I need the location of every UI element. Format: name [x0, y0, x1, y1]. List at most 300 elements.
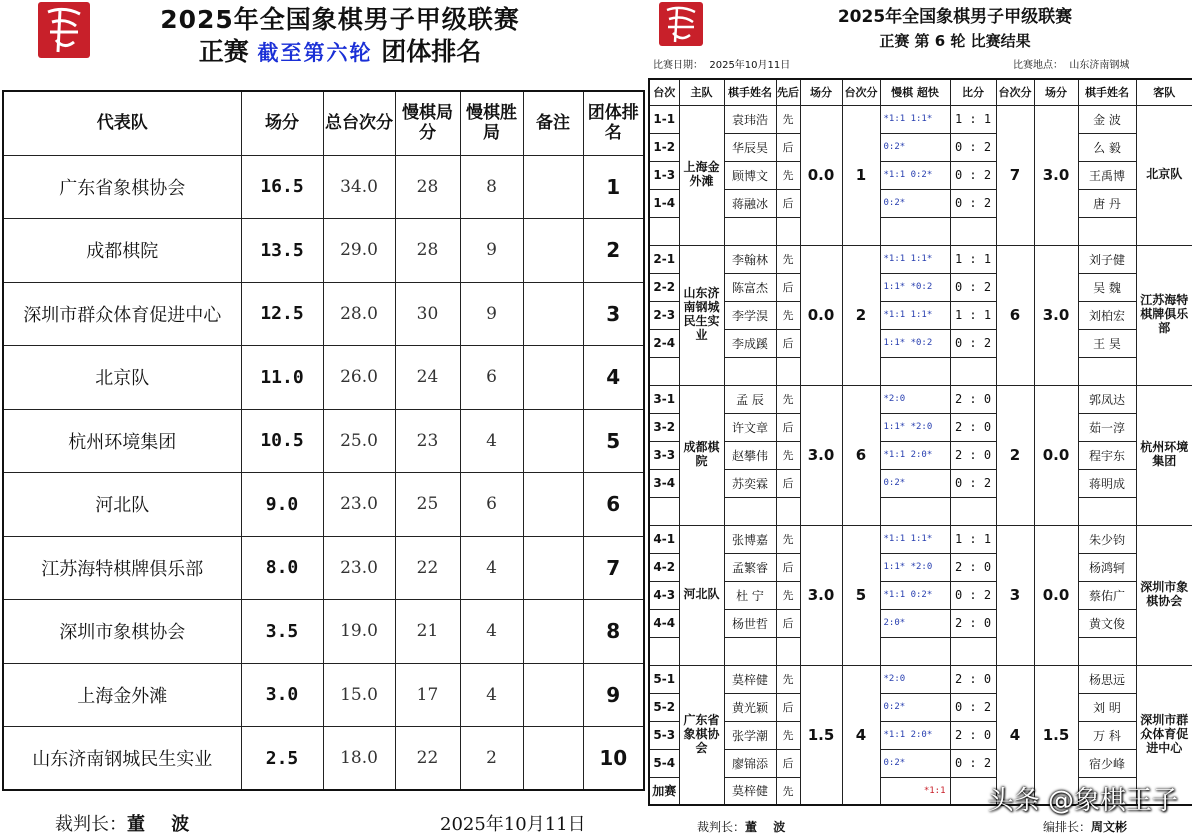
home-player: 李学淏: [724, 301, 776, 329]
board-number: 3-4: [649, 469, 679, 497]
home-player: 黄光颖: [724, 693, 776, 721]
game-detail: *1:1 1:1*: [880, 105, 950, 133]
table-row: [3, 536, 644, 600]
home-board-points: 4: [842, 665, 880, 805]
board-number: 2-3: [649, 301, 679, 329]
tiebreak-player: 莫梓健: [724, 777, 776, 805]
standings-cell-rank: 3: [583, 282, 644, 346]
standings-cell-pts: 2.5: [241, 727, 323, 791]
board-score: 2 : 0: [950, 553, 996, 581]
standings-cell-rank: 6: [583, 473, 644, 537]
standings-cell-team: 江苏海特棋牌俱乐部: [3, 536, 241, 600]
away-player: 万 科: [1078, 721, 1136, 749]
table-row: [649, 525, 1192, 553]
home-team: 上海金外滩: [679, 105, 724, 245]
game-detail: 0:2*: [880, 693, 950, 721]
game-detail: 0:2*: [880, 189, 950, 217]
home-player: 陈富杰: [724, 273, 776, 301]
match-date: [653, 56, 790, 71]
home-match-points: 1.5: [800, 665, 842, 805]
away-player: 刘柏宏: [1078, 301, 1136, 329]
standings-cell-wins: 2: [460, 727, 523, 791]
game-detail: 1:1* *2:0: [880, 413, 950, 441]
game-detail: *1:1 2:0*: [880, 721, 950, 749]
spacer-cell: [776, 357, 800, 385]
away-player: 蒋明成: [1078, 469, 1136, 497]
board-number: 5-2: [649, 693, 679, 721]
header-score: 比分: [950, 79, 996, 105]
move-order: 后: [776, 609, 800, 637]
home-player: 杜 宁: [724, 581, 776, 609]
away-board-points: 6: [996, 245, 1034, 385]
board-score: 1 : 1: [950, 245, 996, 273]
game-detail: *1:1 2:0*: [880, 441, 950, 469]
header-away-board-points: 台次分: [996, 79, 1034, 105]
home-team: 成都棋院: [679, 385, 724, 525]
away-match-points: 3.0: [1034, 245, 1078, 385]
game-detail: *1:1 0:2*: [880, 581, 950, 609]
standings-cell-wins: 4: [460, 536, 523, 600]
standings-cell-rank: 1: [583, 155, 644, 219]
away-player: 郭凤达: [1078, 385, 1136, 413]
away-player: 吴 魏: [1078, 273, 1136, 301]
away-team: 深圳市群众体育促进中心: [1136, 665, 1192, 805]
board-score: 2 : 0: [950, 721, 996, 749]
results-referee-line: [697, 818, 791, 833]
spacer-cell: [1078, 497, 1136, 525]
spacer-cell: [776, 217, 800, 245]
spacer-cell: [724, 637, 776, 665]
spacer-cell: [724, 217, 776, 245]
results-title: 2025年全国象棋男子甲级联赛: [837, 7, 1073, 27]
spacer-cell: [724, 497, 776, 525]
board-number: 3-3: [649, 441, 679, 469]
move-order: 后: [776, 469, 800, 497]
move-order: 后: [776, 273, 800, 301]
standings-cell-wins: 4: [460, 409, 523, 473]
away-player: 刘子健: [1078, 245, 1136, 273]
referee-label: 裁判长：: [55, 814, 127, 833]
header-match-points: 场分: [241, 91, 323, 155]
board-score: 0 : 2: [950, 189, 996, 217]
away-board-points: 3: [996, 525, 1034, 665]
away-player: 程宇东: [1078, 441, 1136, 469]
board-score: 0 : 2: [950, 133, 996, 161]
home-match-points: 0.0: [800, 105, 842, 245]
move-order: 先: [776, 105, 800, 133]
spacer-cell: [880, 637, 950, 665]
match-venue-label: 比赛地点：: [1013, 60, 1063, 71]
standings-cell-total: 29.0: [323, 219, 395, 283]
subtitle-kind: 团体排名: [381, 37, 482, 66]
table-row: [3, 219, 644, 283]
standings-cell-slow: 30: [395, 282, 460, 346]
header-board: 台次: [649, 79, 679, 105]
table-row: [3, 663, 644, 727]
move-order: 后: [776, 553, 800, 581]
move-order: 先: [776, 385, 800, 413]
table-row: [3, 409, 644, 473]
home-player: 顾博文: [724, 161, 776, 189]
standings-cell-slow: 24: [395, 346, 460, 410]
standings-cell-pts: 16.5: [241, 155, 323, 219]
standings-cell-total: 28.0: [323, 282, 395, 346]
spacer-cell: [649, 357, 679, 385]
table-row: [649, 609, 1192, 637]
standings-cell-team: 河北队: [3, 473, 241, 537]
home-player: 杨世哲: [724, 609, 776, 637]
seal-logo-icon: [38, 2, 90, 58]
table-row: [3, 155, 644, 219]
away-player: 蔡佑广: [1078, 581, 1136, 609]
game-detail: *1:1 1:1*: [880, 245, 950, 273]
standings-cell-total: 19.0: [323, 600, 395, 664]
standings-header-row: [3, 91, 644, 155]
standings-cell-pts: 3.0: [241, 663, 323, 727]
standings-cell-rank: 8: [583, 600, 644, 664]
home-player: 李翰林: [724, 245, 776, 273]
standings-table: [2, 90, 645, 791]
home-player: 华辰昊: [724, 133, 776, 161]
standings-cell-slow: 25: [395, 473, 460, 537]
spacer-cell: [880, 497, 950, 525]
tiebreak-detail: *1:1: [880, 777, 950, 805]
editor-label: 编排长：: [1043, 820, 1092, 833]
standings-cell-total: 15.0: [323, 663, 395, 727]
table-row: [649, 553, 1192, 581]
away-player: 刘 明: [1078, 693, 1136, 721]
standings-cell-pts: 8.0: [241, 536, 323, 600]
match-venue: [1013, 56, 1129, 71]
game-detail: 1:1* *2:0: [880, 553, 950, 581]
board-score: 0 : 2: [950, 329, 996, 357]
standings-cell-slow: 28: [395, 219, 460, 283]
standings-cell-wins: 6: [460, 473, 523, 537]
standings-cell-note: [523, 727, 583, 791]
table-row: [649, 413, 1192, 441]
table-row: [649, 469, 1192, 497]
away-player: 宿少峰: [1078, 749, 1136, 777]
away-player: 茹一淳: [1078, 413, 1136, 441]
standings-cell-total: 18.0: [323, 727, 395, 791]
game-detail: *1:1 1:1*: [880, 525, 950, 553]
header-total-board-points: 总台次分: [323, 91, 395, 155]
standings-cell-note: [523, 600, 583, 664]
away-player: 王禹博: [1078, 161, 1136, 189]
board-score: 0 : 2: [950, 581, 996, 609]
results-table: [648, 78, 1192, 806]
tiebreak-label: 加赛: [649, 777, 679, 805]
seal-logo-icon: [659, 2, 703, 46]
results-header-row: [649, 79, 1192, 105]
board-number: 4-2: [649, 553, 679, 581]
referee-name: 董 波: [127, 814, 200, 833]
board-score: 0 : 2: [950, 273, 996, 301]
home-player: 廖锦添: [724, 749, 776, 777]
board-score: 2 : 0: [950, 665, 996, 693]
standings-cell-note: [523, 409, 583, 473]
table-row: [649, 441, 1192, 469]
home-player: 莫梓健: [724, 665, 776, 693]
standings-cell-pts: 10.5: [241, 409, 323, 473]
home-player: 孟 辰: [724, 385, 776, 413]
standings-cell-note: [523, 663, 583, 727]
away-player: 杨鸿轲: [1078, 553, 1136, 581]
header-home-player: 棋手姓名: [724, 79, 776, 105]
board-number: 1-4: [649, 189, 679, 217]
results-referee-name: 董 波: [745, 820, 792, 833]
board-score: 2 : 0: [950, 609, 996, 637]
home-board-points: 2: [842, 245, 880, 385]
board-number: 2-4: [649, 329, 679, 357]
standings-cell-slow: 21: [395, 600, 460, 664]
game-detail: *2:0: [880, 385, 950, 413]
board-number: 3-1: [649, 385, 679, 413]
standings-cell-rank: 2: [583, 219, 644, 283]
move-order: 后: [776, 693, 800, 721]
match-venue-value: 山东济南钢城: [1069, 60, 1130, 71]
board-score: 2 : 0: [950, 413, 996, 441]
away-player: 黄文俊: [1078, 609, 1136, 637]
standings-cell-slow: 28: [395, 155, 460, 219]
results-subtitle: 正赛 第 6 轮 比赛结果: [879, 32, 1031, 50]
table-row: [3, 727, 644, 791]
table-row: [649, 161, 1192, 189]
header-slow-points: 慢棋局分: [395, 91, 460, 155]
board-number: 2-1: [649, 245, 679, 273]
standings-cell-team: 山东济南钢城民生实业: [3, 727, 241, 791]
match-spacer-row: [649, 497, 1192, 525]
standings-cell-pts: 13.5: [241, 219, 323, 283]
standings-cell-team: 上海金外滩: [3, 663, 241, 727]
table-row: [3, 473, 644, 537]
move-order: 先: [776, 301, 800, 329]
spacer-cell: [1078, 217, 1136, 245]
header-rank: 团体排名: [583, 91, 644, 155]
standings-cell-wins: 9: [460, 282, 523, 346]
standings-cell-rank: 4: [583, 346, 644, 410]
header-home-board-points: 台次分: [842, 79, 880, 105]
table-row: [3, 600, 644, 664]
results-panel: [645, 0, 1192, 833]
away-player: 朱少钧: [1078, 525, 1136, 553]
board-number: 3-2: [649, 413, 679, 441]
away-board-points: 7: [996, 105, 1034, 245]
table-row: [3, 346, 644, 410]
header-team: 代表队: [3, 91, 241, 155]
away-player: 杨思远: [1078, 665, 1136, 693]
spacer-cell: [950, 497, 996, 525]
game-detail: *1:1 1:1*: [880, 301, 950, 329]
standings-cell-total: 23.0: [323, 473, 395, 537]
away-player: 么 毅: [1078, 133, 1136, 161]
standings-cell-wins: 4: [460, 663, 523, 727]
table-row: [649, 105, 1192, 133]
move-order: 先: [776, 161, 800, 189]
header-away-team: 客队: [1136, 79, 1192, 105]
away-team: 北京队: [1136, 105, 1192, 245]
header-slow-wins: 慢棋胜局: [460, 91, 523, 155]
table-row: [3, 282, 644, 346]
board-number: 5-1: [649, 665, 679, 693]
board-number: 4-3: [649, 581, 679, 609]
game-detail: *1:1 0:2*: [880, 161, 950, 189]
away-player: 王 昊: [1078, 329, 1136, 357]
away-board-points: 2: [996, 385, 1034, 525]
board-score: 1 : 1: [950, 525, 996, 553]
standings-cell-rank: 10: [583, 727, 644, 791]
home-player: 李成蹊: [724, 329, 776, 357]
move-order: 后: [776, 133, 800, 161]
home-match-points: 3.0: [800, 385, 842, 525]
board-score: 2 : 0: [950, 385, 996, 413]
away-match-points: 0.0: [1034, 525, 1078, 665]
standings-cell-team: 成都棋院: [3, 219, 241, 283]
standings-cell-pts: 11.0: [241, 346, 323, 410]
spacer-cell: [776, 637, 800, 665]
standings-cell-rank: 9: [583, 663, 644, 727]
standings-cell-slow: 23: [395, 409, 460, 473]
standings-title: 2025年全国象棋男子甲级联赛: [160, 5, 520, 34]
table-row: [649, 301, 1192, 329]
standings-cell-pts: 9.0: [241, 473, 323, 537]
away-match-points: 3.0: [1034, 105, 1078, 245]
standings-cell-note: [523, 536, 583, 600]
board-score: 1 : 1: [950, 105, 996, 133]
away-match-points: 0.0: [1034, 385, 1078, 525]
match-spacer-row: [649, 217, 1192, 245]
home-player: 赵攀伟: [724, 441, 776, 469]
table-row: [649, 245, 1192, 273]
away-team: 深圳市象棋协会: [1136, 525, 1192, 665]
move-order: 先: [776, 441, 800, 469]
table-row: [649, 273, 1192, 301]
home-board-points: 5: [842, 525, 880, 665]
standings-cell-total: 23.0: [323, 536, 395, 600]
subtitle-round: 截至第六轮: [257, 40, 373, 65]
away-match-points: 1.5: [1034, 665, 1078, 805]
move-order: 后: [776, 189, 800, 217]
standings-cell-total: 34.0: [323, 155, 395, 219]
standings-cell-team: 北京队: [3, 346, 241, 410]
home-match-points: 3.0: [800, 525, 842, 665]
header-game-detail: 慢棋 超快: [880, 79, 950, 105]
spacer-cell: [1078, 357, 1136, 385]
standings-cell-team: 广东省象棋协会: [3, 155, 241, 219]
results-referee-label: 裁判长：: [697, 820, 746, 833]
standings-cell-slow: 17: [395, 663, 460, 727]
board-number: 5-3: [649, 721, 679, 749]
home-board-points: 6: [842, 385, 880, 525]
match-date-label: 比赛日期：: [653, 60, 703, 71]
board-score: 2 : 0: [950, 441, 996, 469]
home-player: 袁玮浩: [724, 105, 776, 133]
table-row: [649, 749, 1192, 777]
header-away-match-points: 场分: [1034, 79, 1078, 105]
standings-cell-wins: 4: [460, 600, 523, 664]
spacer-cell: [649, 637, 679, 665]
home-player: 张学潮: [724, 721, 776, 749]
spacer-cell: [649, 497, 679, 525]
home-board-points: 1: [842, 105, 880, 245]
match-spacer-row: [649, 637, 1192, 665]
home-player: 张博嘉: [724, 525, 776, 553]
home-player: 苏奕霖: [724, 469, 776, 497]
header-note: 备注: [523, 91, 583, 155]
standings-cell-team: 杭州环境集团: [3, 409, 241, 473]
game-detail: 2:0*: [880, 609, 950, 637]
table-row: [649, 329, 1192, 357]
table-row: [649, 693, 1192, 721]
game-detail: 1:1* *0:2: [880, 329, 950, 357]
standings-cell-wins: 8: [460, 155, 523, 219]
spacer-cell: [1078, 637, 1136, 665]
board-number: 4-1: [649, 525, 679, 553]
move-order: 先: [776, 525, 800, 553]
table-row: [649, 385, 1192, 413]
board-score: 0 : 2: [950, 161, 996, 189]
move-order: 先: [776, 665, 800, 693]
home-player: 许文章: [724, 413, 776, 441]
match-date-value: 2025年10月11日: [709, 60, 791, 71]
away-player: 唐 丹: [1078, 189, 1136, 217]
move-order: 先: [776, 721, 800, 749]
table-row: [649, 133, 1192, 161]
standings-cell-rank: 7: [583, 536, 644, 600]
standings-cell-pts: 12.5: [241, 282, 323, 346]
spacer-cell: [880, 357, 950, 385]
spacer-cell: [950, 637, 996, 665]
home-player: 蒋融冰: [724, 189, 776, 217]
away-board-points: 4: [996, 665, 1034, 805]
table-row: [649, 665, 1192, 693]
standings-date: 2025年10月11日: [440, 814, 586, 833]
standings-cell-note: [523, 282, 583, 346]
standings-cell-wins: 6: [460, 346, 523, 410]
away-player: 金 波: [1078, 105, 1136, 133]
home-team: 山东济南钢城民生实业: [679, 245, 724, 385]
subtitle-stage: 正赛: [198, 37, 249, 66]
table-row: [649, 721, 1192, 749]
spacer-cell: [649, 217, 679, 245]
board-score: 0 : 2: [950, 469, 996, 497]
away-team: 江苏海特棋牌俱乐部: [1136, 245, 1192, 385]
board-score: 1 : 1: [950, 301, 996, 329]
standings-cell-team: 深圳市群众体育促进中心: [3, 282, 241, 346]
standings-cell-total: 25.0: [323, 409, 395, 473]
header-away-player: 棋手姓名: [1078, 79, 1136, 105]
move-order: 后: [776, 329, 800, 357]
spacer-cell: [950, 357, 996, 385]
standings-cell-wins: 9: [460, 219, 523, 283]
spacer-cell: [950, 217, 996, 245]
move-order: 后: [776, 413, 800, 441]
watermark: 头条 @象棋王子: [987, 786, 1178, 816]
move-order: 先: [776, 245, 800, 273]
spacer-cell: [880, 217, 950, 245]
spacer-cell: [776, 497, 800, 525]
home-match-points: 0.0: [800, 245, 842, 385]
tiebreak-order: 先: [776, 777, 800, 805]
board-number: 5-4: [649, 749, 679, 777]
standings-cell-note: [523, 473, 583, 537]
editor-line: [1043, 818, 1127, 833]
board-score: 0 : 2: [950, 749, 996, 777]
board-number: 4-4: [649, 609, 679, 637]
standings-cell-total: 26.0: [323, 346, 395, 410]
table-row: [649, 581, 1192, 609]
header-order: 先后: [776, 79, 800, 105]
